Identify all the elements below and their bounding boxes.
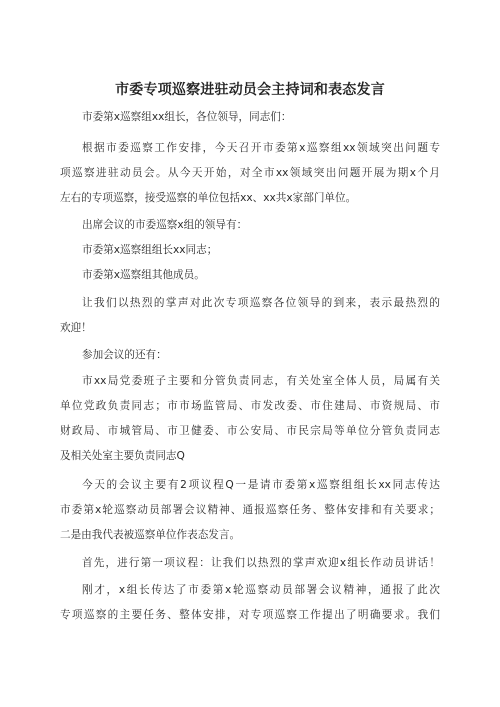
paragraph-line: 专项巡察的主要任务、整体安排，对专项巡察工作提出了明确要求。我们	[60, 609, 440, 621]
salutation-line: 市委第x巡察组xx组长，各位领导，同志们：	[82, 111, 292, 123]
paragraph-line: 市委第x巡察组其他成员。	[82, 269, 205, 281]
paragraph-line: 左右的专项巡察，接受巡察的单位包括xx、xx共x家部门单位。	[60, 192, 357, 204]
paragraph-line: 出席会议的市委巡察x组的领导有：	[82, 219, 248, 231]
paragraph-line: 根据市委巡察工作安排，今天召开市委第x巡察组xx领域突出问题专	[82, 142, 440, 154]
paragraph-line: 首先，进行第一项议程：让我们以热烈的掌声欢迎x组长作动员讲话！	[82, 557, 440, 569]
paragraph-line: 市委第x轮巡察动员部署会议精神、通报巡察任务、整体安排和有关要求；	[60, 504, 440, 516]
paragraph-line: 市委第x巡察组组长xx同志；	[82, 244, 218, 256]
paragraph-line: 参加会议的还有：	[82, 349, 167, 361]
paragraph-line: 财政局、市城管局、市卫健委、市公安局、市民宗局等单位分管负责同志	[60, 425, 440, 437]
document-title: 市委专项巡察进驻动员会主持词和表态发言	[115, 82, 385, 98]
paragraph-line: 市xx局党委班子主要和分管负责同志，有关处室全体人员，局属有关	[82, 375, 440, 387]
paragraph-line: 让我们以热烈的掌声对此次专项巡察各位领导的到来，表示最热烈的	[82, 297, 440, 309]
paragraph-line: 欢迎！	[60, 322, 92, 334]
paragraph-line: 及相关处室主要负责同志Q	[60, 450, 185, 462]
paragraph-line: 二是由我代表被巡察单位作表态发言。	[60, 529, 241, 541]
paragraph-line: 项巡察进驻动员会。从今天开始，对全市xx领域突出问题开展为期x个月	[60, 167, 440, 179]
paragraph-line: 今天的会议主要有2项议程Q一是请市委第x巡察组组长xx同志传达	[82, 479, 440, 491]
paragraph-line: 单位党政负责同志；市市场监管局、市发改委、市住建局、市资规局、市	[60, 400, 440, 412]
paragraph-line: 刚才，x组长传达了市委第x轮巡察动员部署会议精神，通报了此次	[82, 584, 440, 596]
